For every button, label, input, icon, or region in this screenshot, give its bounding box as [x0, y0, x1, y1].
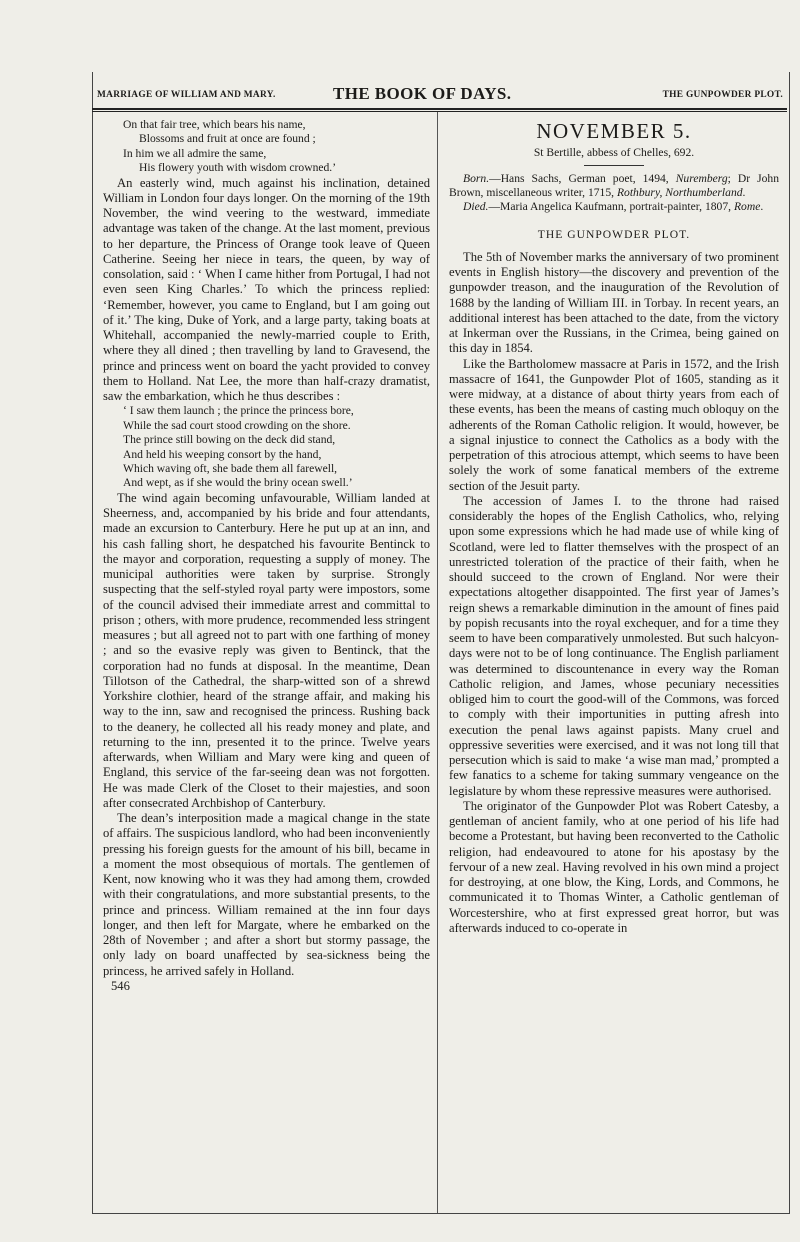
paragraph: The originator of the Gunpowder Plot was Robert Catesby, a gentleman of ancient family, who at one period of his life had become a Protestant, but having been reconverted to the Catholic religion, had endeavoured to atone for his apostasy by the fervour of a new zeal. Having revolved in his own mind a project for destroying, at one blow, the King, Lords, and Commons, he communicated it to Thomas Winter, a Catholic gentleman of Worcestershire, who at first expressed great horror, but was afterwards induced to co-operate in	[449, 798, 779, 935]
page-number: 546	[111, 978, 130, 993]
verse-line: The prince still bowing on the deck did stand,	[123, 433, 336, 447]
date-heading: NOVEMBER 5.	[536, 119, 692, 143]
running-header	[95, 82, 787, 110]
verse-line: While the sad court stood crowding on the shore.	[123, 418, 351, 432]
paragraph: The accession of James I. to the throne had raised considerably the hopes of the English Catholics, who, relying upon some expressions which he had made use of while king of Scotland, were led to flatter themselves with the prospect of an unrestricted toleration of the practice of their faith, when he should succeed to the crown of England. Nor were their expectations altogether disappointed. The first year of James’s reign shews a remarkable diminution in the amount of fines paid by popish recusants into the royal exchequer, and for a time they seem to have been comparatively unmolested. But such halcyon-days were not to be of long continuance. The English parliament was determined to discountenance in every way the Roman Catholic religion, and James, whose pecuniary necessities obliged him to court the good-will of the Commons, was forced to comply with their importunities in putting afresh into execution the penal laws against papists. Many cruel and oppressive severities were exercised, and it was not long till that persecution which is said to make ‘a wise man mad,’ prompted a few fanatics to a scheme for taking summary vengeance on the legislature by whom these repressive measures were authorised.	[449, 493, 779, 798]
paragraph: The wind again becoming unfavourable, William landed at Sheerness, and, accompanied by his bride and four attendants, made an excursion to Canterbury. Here he put up at an inn, and his cash falling short, he despatched his favourite Bentinck to the mayor and corporation, requesting a supply of money. The municipal authorities were taken by surprise. Strongly suspecting that the self-styled royal party were impostors, some of the council advised their immediate arrest and committal to prison ; others, with more prudence, recommended less stringent measures ; but all agreed not to part with one farthing of money ; and so the evasive reply was given to Bentinck, that the corporation had no funds at disposal. In the meantime, Dean Tillotson of the Cathedral, the sharp-witted son of a shrewd Yorkshire clothier, heard of the strange affair, and making his way to the inn, saw and recognised the princess. Rushing back to the deanery, he collected all his ready money and plate, and returning to the inn, presented it to the prince. Twelve years afterwards, when William and Mary were king and queen of England, this service of the far-seeing dean was not forgotten. He was made Clerk of the Closet to their majesties, and soon after consecrated Archbishop of Canterbury.	[103, 490, 430, 810]
header-rule-thin	[92, 111, 787, 112]
header-center: THE BOOK OF DAYS.	[333, 84, 512, 103]
verse-stanza-2	[103, 404, 430, 490]
header-left: MARRIAGE OF WILLIAM AND MARY.	[97, 90, 276, 100]
header-rule	[92, 108, 787, 110]
right-column	[449, 118, 779, 936]
verse-line: On that fair tree, which bears his name,	[123, 118, 306, 131]
footer-rule	[92, 1213, 789, 1214]
paragraph: Like the Bartholomew massacre at Paris in 1572, and the Irish massacre of 1641, the Gunpowder Plot of 1605, standing as it were midway, at a distance of about thirty years from each of these events, has been the means of casting much obloquy on the adherents of the Roman Catholic religion. It would, however, be a signal injustice to connect the Catholics as a body with the perpetration of this atrocious attempt, which seems to have been solely the work of some fanatical members of the extreme section of the Jesuit party.	[449, 356, 779, 493]
verse-line: ‘ I saw them launch ; the prince the princess bore,	[123, 404, 354, 418]
left-column	[103, 118, 430, 994]
verse-stanza-1	[103, 118, 430, 176]
header-right: THE GUNPOWDER PLOT.	[662, 90, 783, 100]
died-label: Died.	[463, 200, 489, 214]
column-divider	[437, 112, 438, 1214]
paragraph: The dean’s interposition made a magical change in the state of affairs. The suspicious landlord, who had been inconveniently pressing his foreign guests for the amount of his bill, became in a moment the most obsequious of mortals. The gentlemen of Kent, now knowing who it was they had among them, crowded with their congratulations, and more substantial presents, to the prince and princess. William remained at the inn four days longer, and then left for Margate, where he embarked on the 28th of November ; and after a short but stormy passage, the only lady on board unaffected by sea-sickness being the princess, he arrived safely in Holland.	[103, 811, 430, 978]
paragraph: The 5th of November marks the anniversary of two prominent events in English history—the discovery and prevention of the gunpowder treason, and the inauguration of the Revolution of 1688 by the landing of William III. in Torbay. In recent years, an additional interest has been attached to the date, from the victory at Inkerman over the Russians, in the Crimea, being gained on this day in 1854.	[449, 249, 779, 356]
verse-line: In him we all admire the same,	[123, 146, 267, 160]
born-entry: Born.—Hans Sachs, German poet, 1494, Nuremberg; Dr John Brown, miscellaneous writer, 1715, Rothbury, Northumberland.	[449, 171, 779, 199]
born-label: Born.	[463, 171, 490, 185]
verse-line: Blossoms and fruit at once are found ;	[139, 132, 316, 146]
verse-line: Which waving oft, she bade them all farewell,	[123, 462, 338, 475]
verse-line: And wept, as if she would the briny ocean swell.’	[123, 476, 353, 490]
frame-right-rule	[789, 72, 790, 1214]
died-entry: Died.—Maria Angelica Kaufmann, portrait-painter, 1807, Rome.	[463, 200, 764, 214]
verse-line: And held his weeping consort by the hand,	[123, 447, 322, 461]
frame-left-rule	[92, 72, 93, 1214]
short-rule	[584, 165, 644, 166]
paragraph: An easterly wind, much against his inclination, detained William in London four days longer. On the morning of the 19th November, the wind veering to the westward, immediate advantage was taken of the change. At the last moment, previous to her departure, the Princess of Orange took leave of Queen Catherine. Seeing her niece in tears, the queen, by way of consolation, said : ‘ When I came hither from Portugal, I had not even seen King Charles.’ To which the princess replied: ‘Remember, however, you came to England, but I am going out of it.’ The king, Duke of York, and a large party, taking boats at Whitehall, accompanied the newly-married couple to Erith, where they all dined ; then travelling by land to Gravesend, the prince and princess went on board the yacht provided to convey them to Holland. Nat Lee, the more than half-crazy dramatist, saw the embarkation, which he thus describes :	[103, 175, 430, 404]
verse-line: His flowery youth with wisdom crowned.’	[139, 161, 337, 175]
saint-line: St Bertille, abbess of Chelles, 692.	[533, 146, 695, 160]
section-title: THE GUNPOWDER PLOT.	[537, 227, 691, 241]
